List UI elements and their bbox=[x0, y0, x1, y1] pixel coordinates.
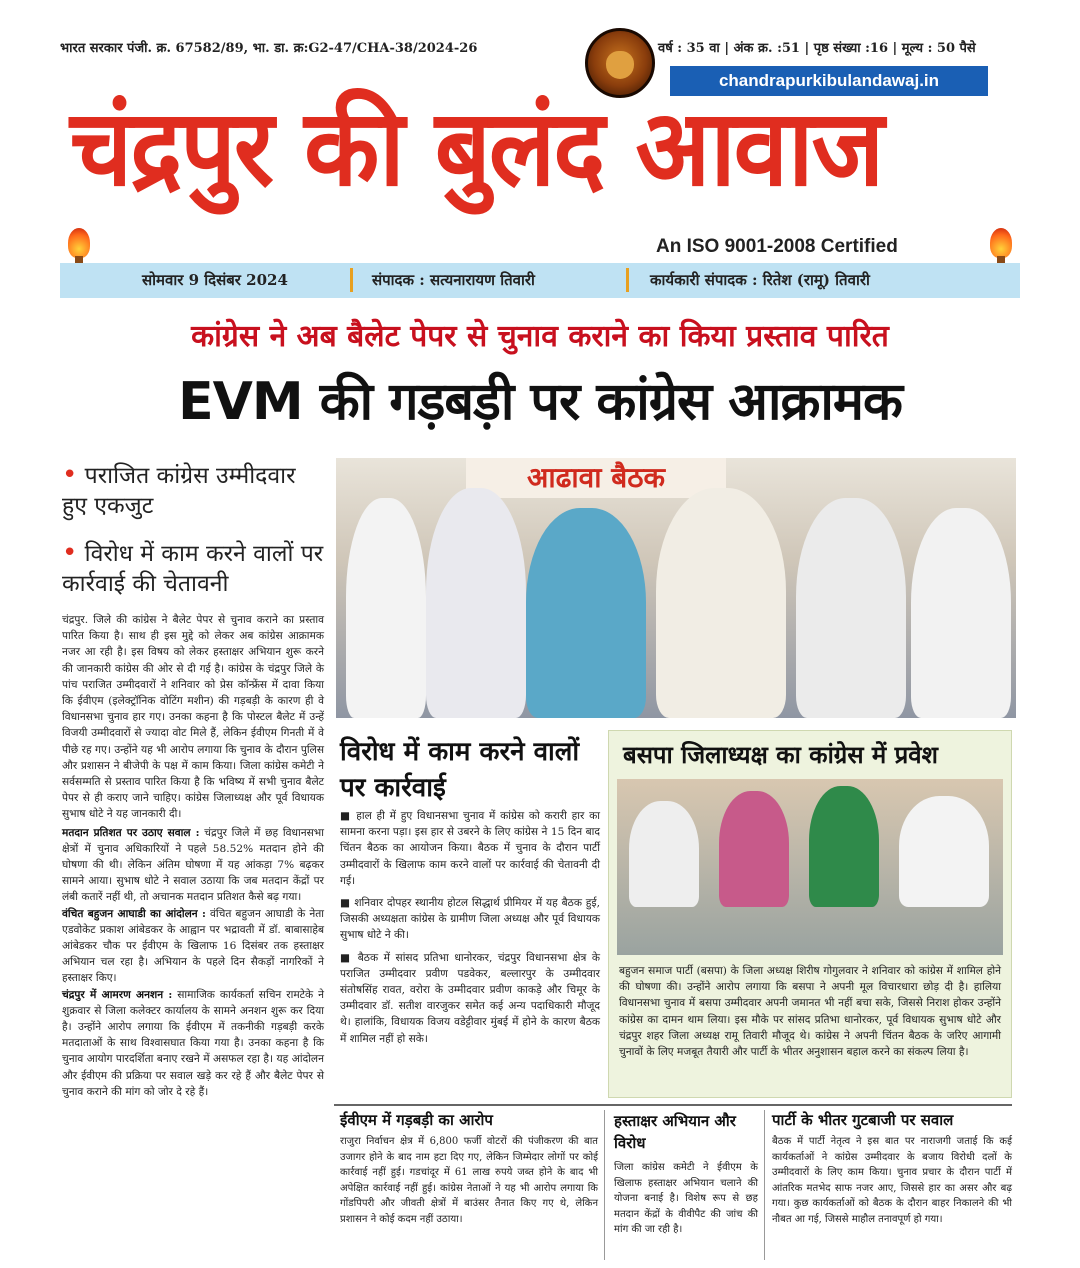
faction-body: बैठक में पार्टी नेतृत्व ने इस बात पर नाराजगी जताई कि कई कार्यकर्ताओं ने कांग्रेस उम्मीदवार के बजाय विरोधी दलों के उम्मीदवारों के लिए काम किया। चुनाव प्रचार के दौरान पार्टी में आंतरिक मतभेद साफ नजर आए, जिससे हार का असर और बढ़ गया। कुछ कार्यकर्ताओं को बैठक के दौरान बाहर निकालने की भी नौबत आ गई, जिससे माहौल तनावपूर्ण हो गया। bbox=[772, 1136, 1012, 1225]
lead-paragraph: वंचित बहुजन आघाडी का आंदोलन : वंचित बहुजन आघाडी के नेता एडवोकेट प्रकाश आंबेडकर के आह्वान पर भद्रावती में डॉ. बाबासाहेब आंबेडकर चौक पर ईवीएम के खिलाफ 16 दिसंबर तक हस्ताक्षर अभियान चल रहा है। अभियान के पहले दिन सैकड़ों नागरिकों ने हस्ताक्षर किए। bbox=[62, 907, 324, 985]
iso-certification: An ISO 9001-2008 Certified bbox=[656, 236, 898, 257]
divider bbox=[334, 1104, 1012, 1106]
divider bbox=[626, 268, 629, 292]
lead-body bbox=[62, 612, 324, 1100]
lead-subheadline: कांग्रेस ने अब बैलेट पेपर से चुनाव कराने का किया प्रस्ताव पारित bbox=[191, 319, 889, 354]
lead-paragraph: चंद्रपुर में आमरण अनशन : सामाजिक कार्यकर्ता सचिन रामटेके ने शुक्रवार से जिला कलेक्टर कार्यालय के सामने अनशन शुरू कर दिया है। उन्होंने आरोप लगाया कि ईवीएम में तकनीकी गड़बड़ी करके मतदाताओं के साथ विश्वासघात किया गया है। उनका कहना है कि चुनाव आयोग पारदर्शिता बनाए रखने में असफल रहा है। यह आंदोलन और ईवीएम की प्रक्रिया पर सवाल खड़े कर रहे हैं और बैलेट पेपर से चुनाव कराने की मांग को जोर दे रहे हैं। bbox=[62, 988, 324, 1098]
divider bbox=[764, 1110, 765, 1260]
signature-body: जिला कांग्रेस कमेटी ने ईवीएम के खिलाफ हस्ताक्षर अभियान चलाने की योजना बनाई है। विशेष रूप से छह मतदान केंद्रों के वीवीपैट की जांच की मांग की जा रही है। bbox=[614, 1162, 758, 1235]
meeting-photo bbox=[336, 458, 1016, 718]
bullet-text: विरोध में काम करने वालों पर कार्रवाई की चेतावनी bbox=[62, 541, 324, 597]
highlight-bullet: • विरोध में काम करने वालों पर कार्रवाई की चेतावनी bbox=[62, 538, 324, 597]
action-headline: विरोध में काम करने वालों पर कार्रवाई bbox=[340, 737, 580, 803]
action-paragraph: ■ शनिवार दोपहर स्थानीय होटल सिद्धार्थ प्रीमियर में यह बैठक हुई, जिसकी अध्यक्षता कांग्रेस के ग्रामीण जिला अध्यक्ष और पूर्व विधायक सुभाष धोटे ने की। bbox=[340, 897, 600, 942]
paragraph-lead: चंद्रपुर में आमरण अनशन : bbox=[62, 988, 173, 1001]
paragraph-lead: मतदान प्रतिशत पर उठाए सवाल : bbox=[62, 826, 200, 839]
bsp-photo bbox=[617, 779, 1003, 955]
lead-headline: EVM की गड़बड़ी पर कांग्रेस आक्रामक bbox=[178, 372, 902, 432]
action-paragraph: ■ हाल ही में हुए विधानसभा चुनाव में कांग्रेस को करारी हार का सामना करना पड़ा। इस हार से उबरने के लिए कांग्रेस ने 15 दिन बाद चिंतन बैठक का आयोजन किया। बैठक में चुनाव के दौरान पार्टी उम्मीदवारों के खिलाफ काम करने वालों पर कार्रवाई की चेतावनी दी गई। bbox=[340, 810, 600, 887]
exec-editor-credit: कार्यकारी संपादक : रितेश (रामू) तिवारी bbox=[650, 271, 870, 289]
action-paragraph: ■ बैठक में सांसद प्रतिभा धानोरकर, चंद्रपुर विधानसभा क्षेत्र के पराजित उम्मीदवार प्रवीण पडवेकर, बल्लारपुर के उम्मीदवार संतोषसिंह रावत, वरोरा के उम्मीदवार प्रवीण काकड़े और चिमूर के उम्मीदवार डॉ. सतीश वारजुकर समेत कई अन्य पदाधिकारी मौजूद थे। हालांकि, विधायक विजय वडेट्टीवार मुंबई में होने के कारण बैठक में शामिल नहीं हो सके। bbox=[340, 951, 600, 1045]
bullet-text: पराजित कांग्रेस उम्मीदवार हुए एकजुट bbox=[62, 463, 296, 519]
faction-headline: पार्टी के भीतर गुटबाजी पर सवाल bbox=[772, 1111, 954, 1129]
paragraph-lead: वंचित बहुजन आघाडी का आंदोलन : bbox=[62, 907, 206, 920]
action-body bbox=[340, 808, 600, 1047]
photo-banner: आढावा बैठक bbox=[466, 458, 726, 498]
website-link[interactable]: chandrapurkibulandawaj.in bbox=[670, 66, 988, 96]
evm-headline: ईवीएम में गड़बड़ी का आरोप bbox=[340, 1111, 493, 1129]
divider bbox=[604, 1110, 605, 1260]
signature-headline: हस्ताक्षर अभियान और विरोध bbox=[614, 1112, 736, 1152]
bsp-body: बहुजन समाज पार्टी (बसपा) के जिला अध्यक्ष शिरीष गोगुलवार ने शनिवार को कांग्रेस में शामिल होने की घोषणा की। उन्होंने आरोप लगाया कि बसपा ने अपनी मूल विचारधारा छोड़ दी है। हालिया विधानसभा चुनाव में बसपा उम्मीदवार अपनी जमानत भी नहीं बचा सके, जिससे निराश होकर उन्होंने कांग्रेस का दामन थाम लिया। इस मौके पर सांसद प्रतिभा धानोरकर, पूर्व विधायक सुभाष धोटे और चंद्रपुर शहर जिला अध्यक्ष रामू तिवारी मौजूद थे। कांग्रेस ने अपनी चिंतन बैठक के जरिए आगामी चुनावों के लिए मजबूत तैयारी और पार्टी के भीतर अनुशासन बहाल करने का संकल्प लिया है। bbox=[619, 965, 1001, 1059]
newspaper-title: चंद्रपुर की बुलंद आवाज bbox=[70, 87, 883, 211]
highlight-bullet: • पराजित कांग्रेस उम्मीदवार हुए एकजुट bbox=[62, 460, 296, 519]
divider bbox=[350, 268, 353, 292]
lead-paragraph: मतदान प्रतिशत पर उठाए सवाल : चंद्रपुर जिले में छह विधानसभा क्षेत्रों में चुनाव अधिकारियों ने पहले 58.52% मतदान होने की घोषणा की थी। लेकिन अंतिम घोषणा में यह आंकड़ा 7% बढ़कर सामने आया। सुभाष धोटे ने सवाल उठाया कि जब मतदान केंद्रों पर लंबी कतारें नहीं थी, तो अचानक मतदान प्रतिशत कैसे बढ़ गया। bbox=[62, 826, 325, 904]
bsp-headline: बसपा जिलाध्यक्ष का कांग्रेस में प्रवेश bbox=[623, 741, 938, 769]
issue-meta: वर्ष : 35 वा | अंक क्र. :51 | पृष्ठ संख्या :16 | मूल्य : 50 पैसे bbox=[658, 41, 976, 56]
issue-date: सोमवार 9 दिसंबर 2024 bbox=[142, 271, 288, 289]
lead-paragraph: चंद्रपुर. जिले की कांग्रेस ने बैलेट पेपर से चुनाव कराने का प्रस्ताव पारित किया है। साथ ही इस मुद्दे को लेकर अब कांग्रेस आक्रामक नजर आ रही है। इस विषय को लेकर हस्ताक्षर अभियान शुरू करने की जानकारी कांग्रेस की ओर से दी गई है। कांग्रेस के चंद्रपुर जिले के पांच पराजित उम्मीदवारों ने शनिवार को प्रेस कॉन्फ्रेंस में दावा किया कि ईवीएम (इलेक्ट्रॉनिक वोटिंग मशीन) की गड़बड़ी के कारण ही वे विधानसभा चुनाव हार गए। उनका कहना है कि पोस्टल बैलेट में उन्हें विजयी उम्मीदवारों से ज्यादा वोट मिले हैं, लेकिन ईवीएम गिनती में वे पीछे रह गए। उन्होंने यह भी आरोप लगाया कि चुनाव के दौरान पुलिस और प्रशासन ने बीजेपी के पक्ष में काम किया। जिला कांग्रेस कमेटी ने सर्वसम्मति से प्रस्ताव पारित किया है कि भविष्य में सभी चुनाव बैलेट पेपर से ही कराए जाने चाहिए। कांग्रेस जिलाध्यक्ष और पूर्व विधायक सुभाष धोटे ने यह जानकारी दी। bbox=[62, 614, 324, 821]
registration-line: भारत सरकार पंजी. क्र. 67582/89, भा. डा. क्र:G2-47/CHA-38/2024-26 bbox=[60, 41, 478, 56]
evm-body: राजुरा निर्वाचन क्षेत्र में 6,800 फर्जी वोटरों की पंजीकरण की बात उजागर होने के बाद नाम हटा दिए गए, लेकिन जिम्मेदार लोगों पर कोई कार्रवाई नहीं हुई। गडचांदूर में 61 लाख रुपये जब्त होने के बाद भी अपेक्षित कार्रवाई नहीं हुई। कांग्रेस नेताओं ने यह भी आरोप लगाया कि गोंडपिपरी और जीवती क्षेत्रों में बाउंसर तैनात किए गए थे, लेकिन प्रशासन ने कोई कदम नहीं उठाया। bbox=[340, 1136, 598, 1225]
bsp-box bbox=[608, 730, 1012, 1098]
editor-credit: संपादक : सत्यनारायण तिवारी bbox=[372, 271, 535, 289]
